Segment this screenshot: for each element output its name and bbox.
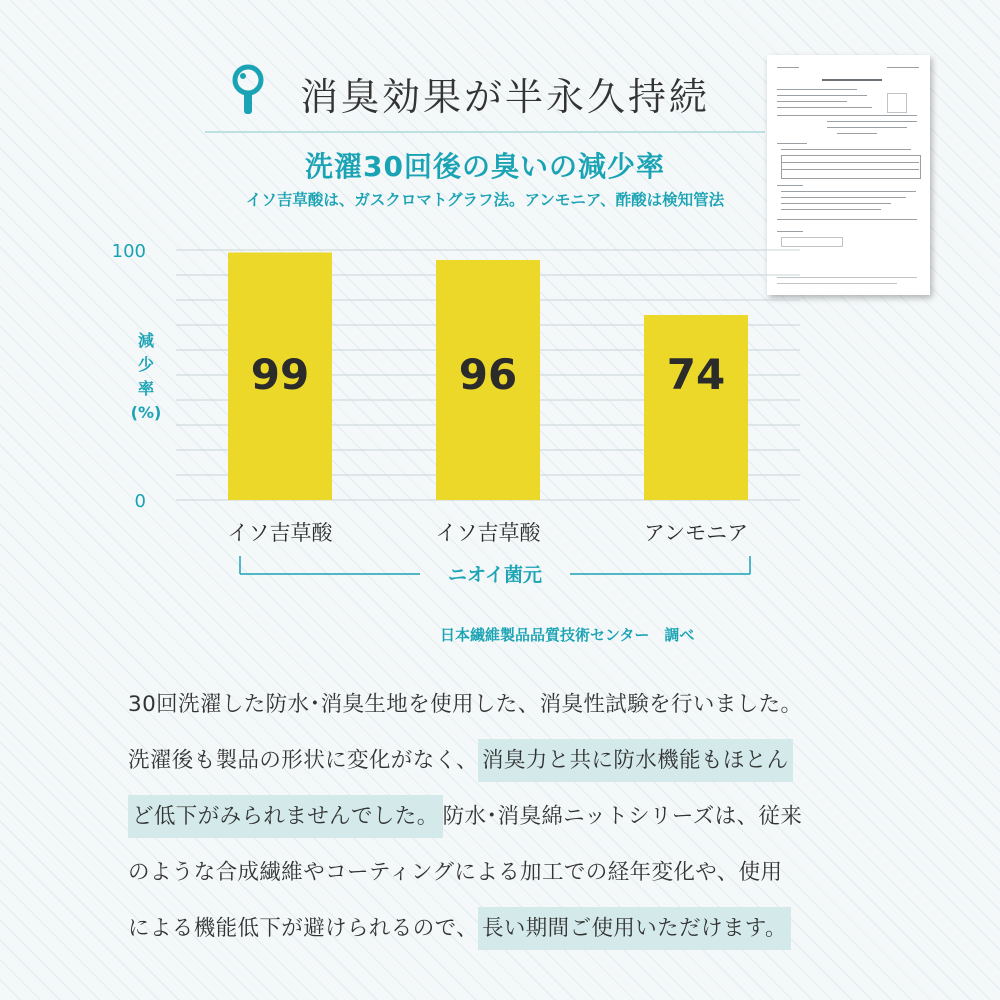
category-label: イソ吉草酸 xyxy=(227,521,333,545)
highlighted-text: 消臭力と共に防水機能もほとん xyxy=(478,739,793,782)
data-label: 99 xyxy=(250,350,310,399)
y-axis-label: 率 xyxy=(137,379,155,398)
y-axis-label: 減 xyxy=(137,331,155,350)
category-label: アンモニア xyxy=(643,521,749,545)
y-axis-label: (%) xyxy=(130,403,162,422)
paragraph-text: 防水･消臭綿ニットシリーズは、従来 xyxy=(442,804,803,829)
paragraph-line xyxy=(128,845,888,901)
paragraph-text: による機能低下が避けられるので、 xyxy=(128,916,478,941)
paragraph-text: 30回洗濯した防水･消臭生地を使用した、消臭性試験を行いました。 xyxy=(128,692,803,717)
paragraph-line xyxy=(128,789,888,845)
chart-subtitle: イソ吉草酸は、ガスクロマトグラフ法。アンモニア、酢酸は検知管法 xyxy=(245,191,725,209)
paragraph-line xyxy=(128,677,888,733)
description-paragraph xyxy=(128,677,888,957)
highlighted-text: 長い期間ご使用いただけます。 xyxy=(478,907,791,950)
chart-title: 洗濯30回後の臭いの減少率 xyxy=(305,150,665,183)
paragraph-line xyxy=(128,733,888,789)
page-title: 消臭効果が半永久持続 xyxy=(300,75,711,119)
y-axis-label: 少 xyxy=(137,355,155,374)
data-label: 96 xyxy=(458,350,518,399)
y-tick-label: 0 xyxy=(134,491,146,512)
category-label: イソ吉草酸 xyxy=(435,521,541,545)
paragraph-line xyxy=(128,901,888,957)
y-tick-label: 100 xyxy=(111,241,146,262)
bracket-label: ニオイ菌元 xyxy=(447,564,543,586)
highlighted-text: ど低下がみられませんでした。 xyxy=(128,795,443,838)
paragraph-text: のような合成繊維やコーティングによる加工での経年変化や、使用 xyxy=(128,860,783,885)
bar xyxy=(644,315,748,500)
paragraph-text: 洗濯後も製品の形状に変化がなく、 xyxy=(128,748,478,773)
data-label: 74 xyxy=(666,350,726,399)
source-credit: 日本繊維製品品質技術センター 調べ xyxy=(440,626,695,644)
